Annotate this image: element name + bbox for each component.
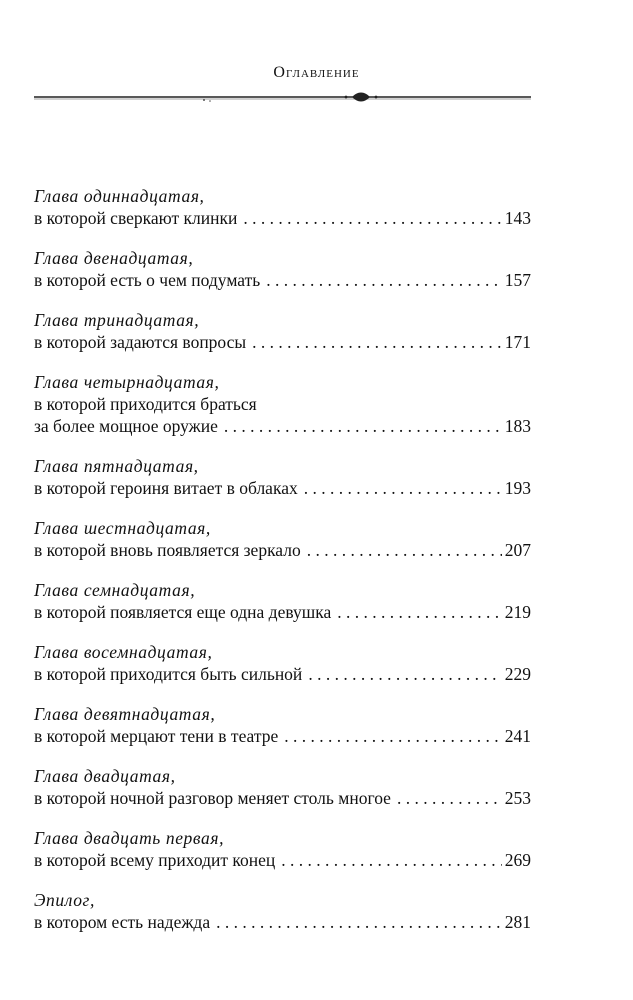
toc-entry — [34, 641, 531, 685]
page-number: 157 — [504, 270, 531, 290]
page-number: 207 — [504, 540, 531, 560]
toc-entry — [34, 247, 531, 291]
page-number: 219 — [504, 602, 531, 622]
chapter-subtitle-row — [34, 911, 531, 933]
toc-entry — [34, 185, 531, 229]
page-number: 171 — [504, 332, 531, 352]
toc-entry — [34, 579, 531, 623]
chapter-subtitle: в которой приходится быть сильной — [34, 664, 303, 684]
toc-entry — [34, 765, 531, 809]
chapter-title: Глава восемнадцатая, — [34, 642, 213, 662]
running-head-title: Оглавление — [273, 64, 360, 81]
toc-entry — [34, 889, 531, 933]
chapter-title: Глава одиннадцатая, — [34, 186, 205, 206]
page-number: 269 — [504, 850, 531, 870]
page-number: 193 — [504, 478, 531, 498]
chapter-subtitle: в которой вновь появляется зеркало — [34, 540, 301, 560]
page-number: 183 — [504, 416, 531, 436]
chapter-subtitle: в которой ночной разговор меняет столь многое — [34, 788, 391, 808]
toc-entry — [34, 371, 531, 437]
chapter-subtitle: в которой героиня витает в облаках — [34, 478, 298, 498]
chapter-subtitle: в которой мерцают тени в театре — [34, 726, 279, 746]
dot-leader — [284, 725, 502, 747]
chapter-subtitle-row — [34, 207, 531, 229]
dot-leader — [243, 207, 501, 229]
chapter-subtitle: в которой есть о чем подумать — [34, 270, 261, 290]
chapter-subtitle-row — [34, 415, 531, 437]
ornamental-rule — [34, 90, 531, 104]
chapter-subtitle-line: в которой приходится браться — [34, 394, 257, 414]
page-number: 229 — [504, 664, 531, 684]
chapter-subtitle-row — [34, 477, 531, 499]
table-of-contents — [34, 185, 531, 951]
chapter-subtitle-row — [34, 269, 531, 291]
chapter-subtitle: в которой появляется еще одна девушка — [34, 602, 332, 622]
toc-entry — [34, 455, 531, 499]
chapter-subtitle: в которой сверкают клинки — [34, 208, 238, 228]
dot-leader — [337, 601, 501, 623]
dot-leader — [397, 787, 502, 809]
dot-leader — [266, 269, 502, 291]
chapter-subtitle-row — [34, 331, 531, 353]
chapter-subtitle-row — [34, 787, 531, 809]
rule-ornament-icon — [352, 93, 370, 102]
chapter-title: Глава двадцатая, — [34, 766, 176, 786]
chapter-title: Глава четырнадцатая, — [34, 372, 220, 392]
dot-leader — [216, 911, 502, 933]
page-number: 253 — [504, 788, 531, 808]
dot-leader — [224, 415, 502, 437]
dot-leader — [281, 849, 502, 871]
chapter-subtitle-row — [34, 601, 531, 623]
chapter-subtitle: в котором есть надежда — [34, 912, 211, 932]
dot-leader — [252, 331, 502, 353]
chapter-title: Глава двенадцатая, — [34, 248, 194, 268]
chapter-subtitle: за более мощное оружие — [34, 416, 218, 436]
chapter-title: Глава двадцать первая, — [34, 828, 225, 848]
toc-entry — [34, 703, 531, 747]
chapter-title: Глава пятнадцатая, — [34, 456, 199, 476]
page-number: 241 — [504, 726, 531, 746]
dot-leader — [307, 539, 502, 561]
chapter-subtitle-row — [34, 849, 531, 871]
chapter-title: Глава тринадцатая, — [34, 310, 200, 330]
chapter-subtitle-row — [34, 663, 531, 685]
dot-leader — [304, 477, 502, 499]
toc-entry — [34, 827, 531, 871]
chapter-subtitle: в которой задаются вопросы — [34, 332, 247, 352]
chapter-subtitle-row — [34, 539, 531, 561]
chapter-subtitle: в которой всему приходит конец — [34, 850, 276, 870]
page-number: 281 — [504, 912, 531, 932]
page-number: 143 — [504, 208, 531, 228]
toc-entry — [34, 309, 531, 353]
chapter-subtitle-row — [34, 725, 531, 747]
chapter-title: Глава девятнадцатая, — [34, 704, 216, 724]
chapter-title: Глава шестнадцатая, — [34, 518, 211, 538]
chapter-title: Глава семнадцатая, — [34, 580, 196, 600]
toc-entry — [34, 517, 531, 561]
dot-leader — [308, 663, 501, 685]
chapter-title: Эпилог, — [34, 890, 95, 910]
